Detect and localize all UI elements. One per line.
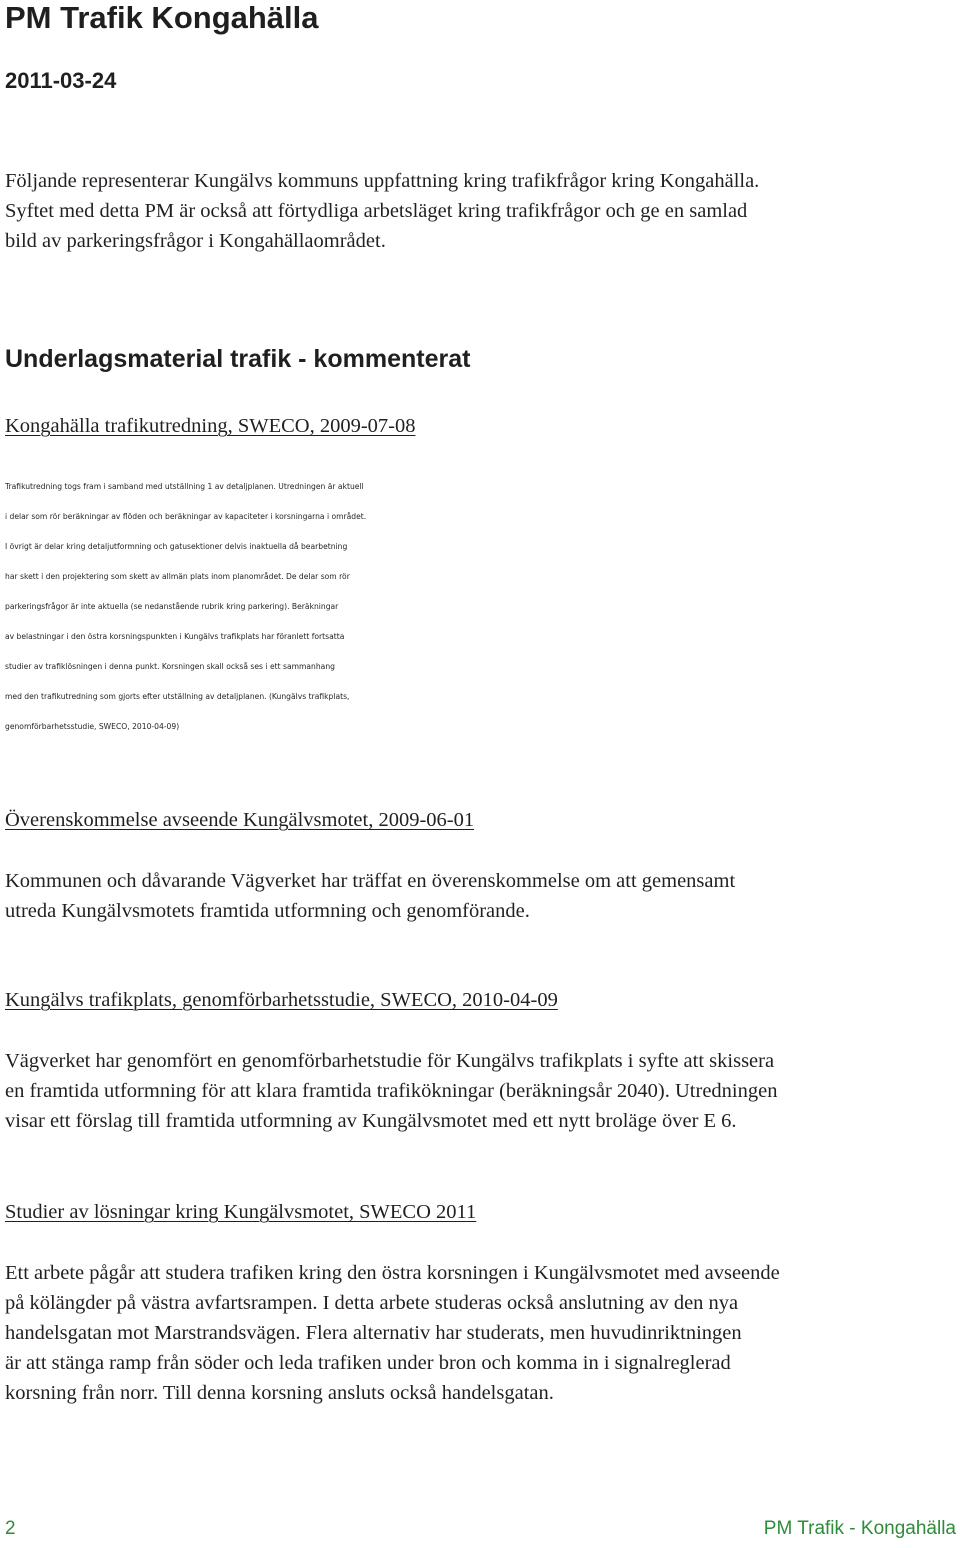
section-heading: Underlagsmaterial trafik - kommenterat [5, 345, 471, 373]
body-line: har skett i den projektering som skett av allmän plats inom planområdet. De delar som rör [5, 572, 350, 581]
intro-line: bild av parkeringsfrågor i Kongahällaområdet. [5, 230, 386, 252]
document-date: 2011-03-24 [5, 68, 117, 93]
body-line: korsning från norr. Till denna korsning ansluts också handelsgatan. [5, 1382, 554, 1404]
subsection-body-trafikplats [5, 1046, 955, 1136]
body-line: Vägverket har genomfört en genomförbarhetstudie för Kungälvs trafikplats i syfte att skissera [5, 1050, 775, 1072]
body-line: Kommunen och dåvarande Vägverket har träffat en överenskommelse om att gemensamt [5, 870, 736, 892]
body-line: Ett arbete pågår att studera trafiken kring den östra korsningen i Kungälvsmotet med avseende [5, 1262, 780, 1284]
subsection-heading-studier: Studier av lösningar kring Kungälvsmotet, SWECO 2011 [5, 1201, 477, 1223]
subsection-body-overenskommelse [5, 866, 955, 926]
footer-title: PM Trafik - Kongahälla [763, 1518, 956, 1539]
body-line: med den trafikutredning som gjorts efter utställning av detaljplanen. (Kungälvs trafikplats, [5, 692, 350, 701]
subsection-heading-trafikplats: Kungälvs trafikplats, genomförbarhetsstudie, SWECO, 2010-04-09 [5, 989, 558, 1011]
subsection-heading-trafikutredning: Kongahälla trafikutredning, SWECO, 2009-07-08 [5, 415, 416, 437]
body-line: genomförbarhetsstudie, SWECO, 2010-04-09) [5, 722, 180, 731]
body-line: studier av trafiklösningen i denna punkt. Korsningen skall också ses i ett sammanhang [5, 662, 335, 671]
footer-page-number: 2 [5, 1518, 16, 1539]
body-line: utreda Kungälvsmotets framtida utformning och genomförande. [5, 900, 530, 922]
body-line: av belastningar i den östra korsningspunkten i Kungälvs trafikplats har föranlett fortsatta [5, 632, 345, 641]
document-title: PM Trafik Kongahälla [5, 0, 319, 35]
intro-line: Syftet med detta PM är också att förtydliga arbetsläget kring trafikfrågor och ge en samlad [5, 200, 748, 222]
body-line: parkeringsfrågor är inte aktuella (se nedanstående rubrik kring parkering). Beräkningar [5, 602, 339, 611]
intro-line: Följande representerar Kungälvs kommuns uppfattning kring trafikfrågor kring Kongahälla. [5, 170, 760, 192]
body-line: en framtida utformning för att klara framtida trafikökningar (beräkningsår 2040). Utredningen [5, 1080, 778, 1102]
body-line: visar ett förslag till framtida utformning av Kungälvsmotet med ett nytt broläge över E 6. [5, 1110, 737, 1132]
body-line: på kölängder på västra avfartsrampen. I detta arbete studeras också anslutning av den nya [5, 1292, 739, 1314]
subsection-body-studier [5, 1258, 955, 1408]
body-line: handelsgatan mot Marstrandsvägen. Flera alternativ har studerats, men huvudinriktningen [5, 1322, 742, 1344]
body-line: i delar som rör beräkningar av flöden och beräkningar av kapaciteter i korsningarna i området. [5, 512, 367, 521]
body-line: är att stänga ramp från söder och leda trafiken under bron och komma in i signalreglerad [5, 1352, 731, 1374]
subsection-heading-overenskommelse: Överenskommelse avseende Kungälvsmotet, 2009-06-01 [5, 809, 475, 831]
body-line: Trafikutredning togs fram i samband med utställning 1 av detaljplanen. Utredningen är aktuell [5, 482, 364, 491]
intro-paragraph [5, 166, 955, 256]
subsection-body-trafikutredning [5, 472, 960, 742]
body-line: I övrigt är delar kring detaljutformning och gatusektioner delvis inaktuella då bearbetning [5, 542, 348, 551]
